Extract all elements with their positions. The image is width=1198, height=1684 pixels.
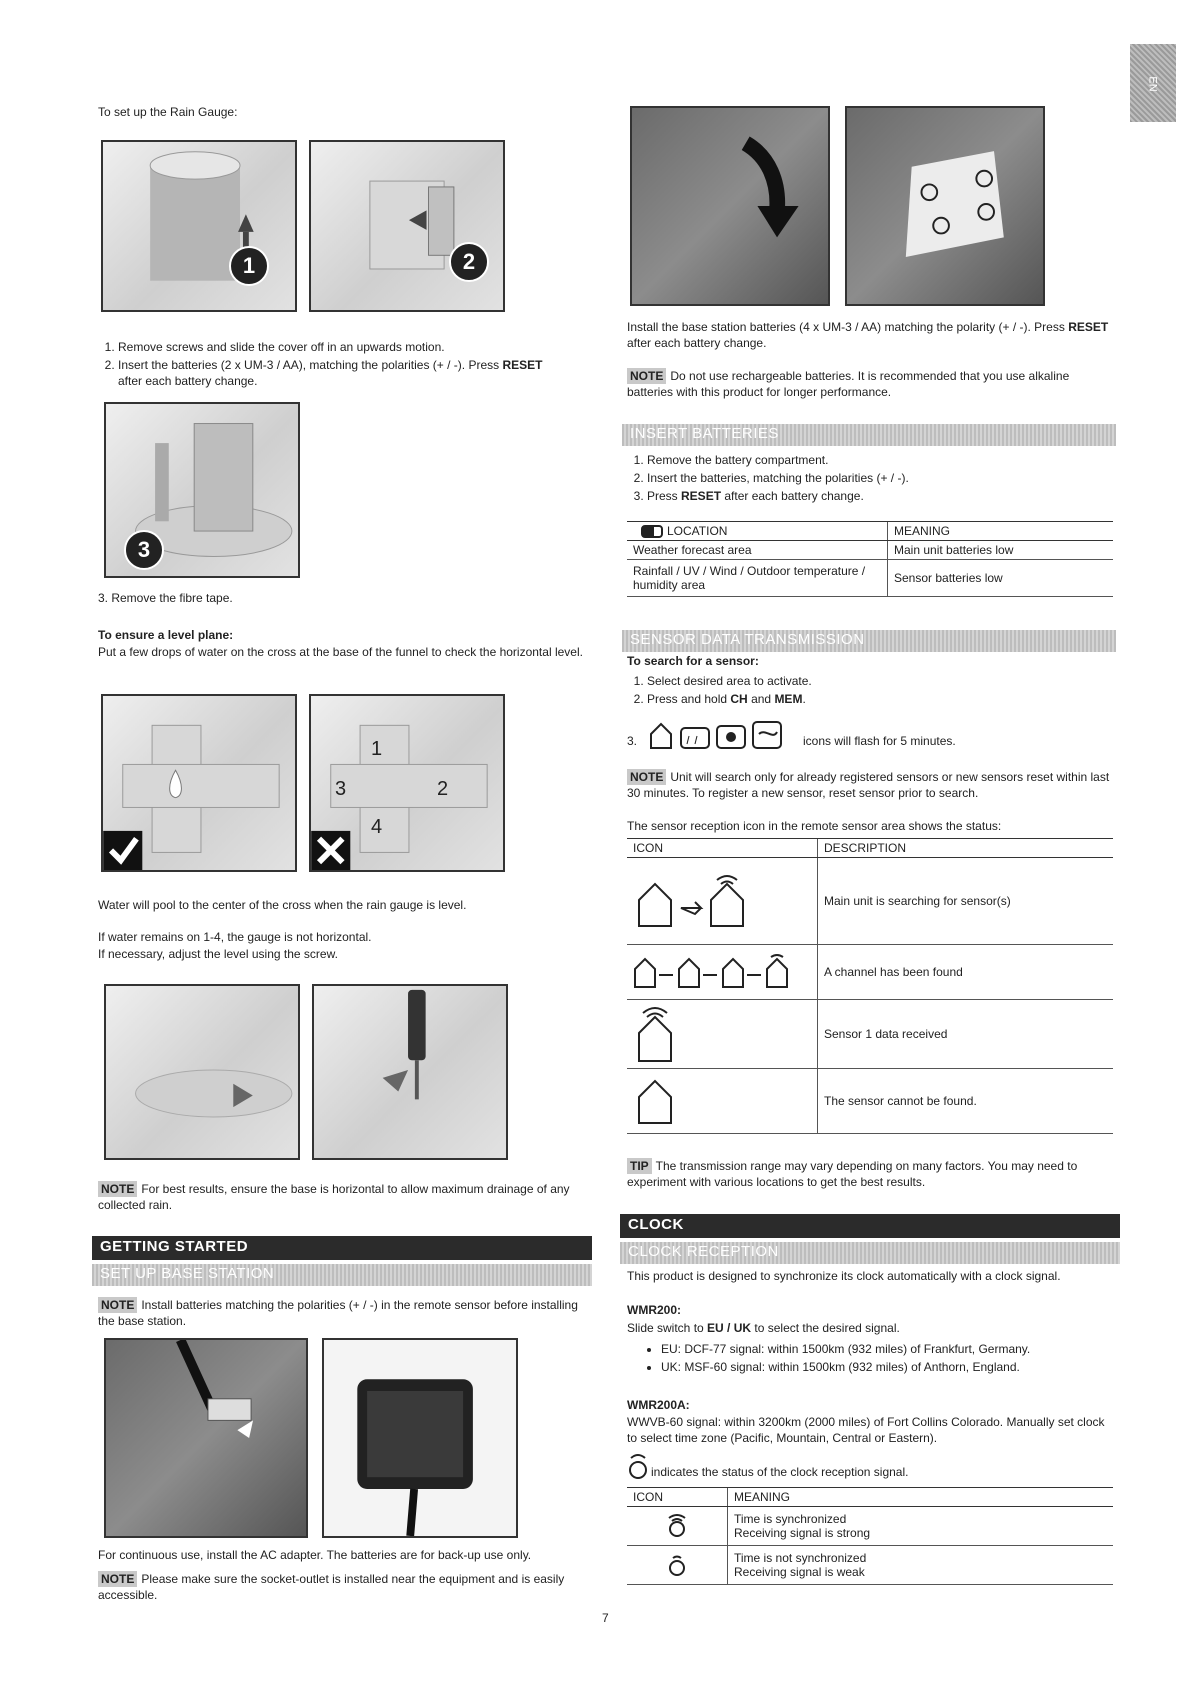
- battery-compartment-illustration: [847, 108, 1043, 304]
- strong-signal-icon: [665, 1512, 689, 1538]
- sensor-status-intro: The sensor reception icon in the remote sensor area shows the status:: [627, 819, 1002, 833]
- table-head-meaning: MEANING: [888, 522, 1114, 541]
- screw-adjust-illustration-1: [106, 986, 298, 1158]
- data-received-icon-cell: [627, 1000, 818, 1069]
- table-head-description: DESCRIPTION: [818, 839, 1114, 858]
- sensor-first-note: NOTE Install batteries matching the polarities (+ / -) in the remote sensor before installing the base station.: [98, 1298, 578, 1328]
- note-label: NOTE: [627, 769, 666, 785]
- weak-signal-icon-cell: [627, 1546, 728, 1585]
- table-head-icon: ICON: [627, 839, 818, 858]
- ac-adapter-illustration: [324, 1340, 516, 1536]
- clock-reception-header: CLOCK RECEPTION: [620, 1242, 1120, 1264]
- sun-icon: [717, 726, 745, 748]
- description-cell: Sensor 1 data received: [818, 1000, 1114, 1069]
- table-row: [627, 1069, 1113, 1134]
- clock-signal-indicator: indicates the status of the clock reception signal.: [627, 1452, 1113, 1482]
- cover-remove-illustration: [632, 108, 828, 304]
- table-row: [627, 560, 1113, 597]
- insert-step-2: 2. Insert the batteries, matching the polarities (+ / -).: [647, 470, 1113, 486]
- description-cell: A channel has been found: [818, 945, 1114, 1000]
- rain-gauge-photo-1: [101, 140, 297, 312]
- level-ok-illustration: [103, 696, 295, 870]
- meaning-cell: Sensor batteries low: [888, 560, 1114, 597]
- wmr200a-heading: WMR200A:: [627, 1398, 690, 1412]
- slide-switch-text: Slide switch to EU / UK to select the desired signal.: [627, 1321, 900, 1335]
- table-row: [627, 1507, 1113, 1546]
- clock-header: CLOCK: [620, 1214, 1120, 1238]
- rain-gauge-step-2: 2. Insert the batteries (2 x UM-3 / AA), matching the polarities (+ / -). Press RESET after each battery change.: [118, 357, 588, 389]
- screw-adjust-illustration-2: [314, 986, 506, 1158]
- signal-list: [627, 1340, 1113, 1376]
- sensor-search-note: NOTE Unit will search only for already registered sensors or new sensors reset within last 30 minutes. To register a new sensor, reset sensor prior to search.: [627, 770, 1110, 800]
- ac-adapter-photo-1: [104, 1338, 308, 1538]
- meaning-cell: Main unit batteries low: [888, 541, 1114, 560]
- ac-adapter-photo-2: [322, 1338, 518, 1538]
- level-plane-text: Put a few drops of water on the cross at the base of the funnel to check the horizontal level.: [98, 645, 583, 659]
- getting-started-header: GETTING STARTED: [92, 1236, 592, 1260]
- drainage-note: NOTE For best results, ensure the base is horizontal to allow maximum drainage of any collected rain.: [98, 1182, 570, 1212]
- level-check-bad-photo: [309, 694, 505, 872]
- not-found-icon-cell: [627, 1069, 818, 1134]
- clock-signal-icon: [627, 1452, 649, 1480]
- sensor-search-heading: To search for a sensor:: [627, 654, 759, 668]
- sensor-not-found-icon: [633, 1075, 683, 1125]
- battery-indicator-table: [627, 521, 1113, 597]
- meaning-cell: Time is synchronized Receiving signal is strong: [728, 1507, 1114, 1546]
- sensor-search-steps: [627, 673, 1113, 709]
- clock-intro: This product is designed to synchronize its clock automatically with a clock signal.: [627, 1269, 1061, 1283]
- table-row: [627, 541, 1113, 560]
- step-badge-1: 1: [229, 246, 269, 286]
- insert-step-1: 1. Remove the battery compartment.: [647, 452, 1113, 468]
- transmission-tip: TIP The transmission range may vary depending on many factors. You may need to experiment with various locations to get the best results.: [627, 1159, 1078, 1189]
- level-check-ok-photo: [101, 694, 297, 872]
- rain-gauge-heading: To set up the Rain Gauge:: [98, 105, 238, 119]
- table-row: [627, 858, 1113, 945]
- battery-insert-illustration: [311, 142, 503, 310]
- table-head-meaning: MEANING: [728, 1488, 1114, 1507]
- uk-signal-item: • UK: MSF-60 signal: within 1500km (932 miles) of Anthorn, England.: [661, 1358, 1113, 1376]
- wwvb-text: WWVB-60 signal: within 3200km (2000 miles) of Fort Collins Colorado. Manually set clock to select time zone (Pacific, Mountain, Central or Eastern).: [627, 1415, 1105, 1445]
- location-cell: Rainfall / UV / Wind / Outdoor temperature / humidity area: [627, 560, 888, 597]
- rain-icon: [681, 728, 709, 748]
- rain-gauge-cover-illustration: [103, 142, 295, 310]
- wmr200-heading: WMR200:: [627, 1303, 682, 1317]
- base-station-install-text: Install the base station batteries (4 x UM-3 / AA) matching the polarity (+ / -). Press RESET after each battery change.: [627, 320, 1109, 350]
- insert-step-3: 3. Press RESET after each battery change.: [647, 488, 1113, 504]
- base-station-cover-photo: [630, 106, 830, 306]
- rechargeable-note: NOTE Do not use rechargeable batteries. It is recommended that you use alkaline batteries with this product for longer performance.: [627, 369, 1070, 399]
- step-badge-2: 2: [449, 242, 489, 282]
- channel-found-icon: [633, 953, 809, 989]
- note-label: NOTE: [98, 1571, 137, 1587]
- location-cell: Weather forecast area: [627, 541, 888, 560]
- rain-gauge-step-3: 3. Remove the fibre tape.: [98, 591, 233, 605]
- note-label: NOTE: [627, 368, 666, 384]
- sensor-received-icon: [633, 1003, 683, 1063]
- page-number: 7: [602, 1611, 609, 1625]
- level-plane-heading: To ensure a level plane:: [98, 628, 234, 642]
- base-station-battery-photo: [845, 106, 1045, 306]
- table-row: [627, 1000, 1113, 1069]
- level-screw-photo-2: [312, 984, 508, 1160]
- strong-signal-icon-cell: [627, 1507, 728, 1546]
- channel-found-icon-cell: [627, 945, 818, 1000]
- sensor-area-icons: [647, 720, 797, 750]
- sensor-transmission-header: SENSOR DATA TRANSMISSION: [622, 630, 1116, 652]
- weak-signal-icon: [665, 1551, 689, 1577]
- cross-number-2: 2: [437, 778, 449, 800]
- description-cell: The sensor cannot be found.: [818, 1069, 1114, 1134]
- table-head-location: LOCATION: [627, 522, 888, 541]
- note-label: NOTE: [98, 1297, 137, 1313]
- rain-gauge-photo-2: [309, 140, 505, 312]
- not-horizontal-text: If water remains on 1-4, the gauge is not horizontal.: [98, 930, 372, 944]
- language-tab: EN: [1130, 44, 1176, 122]
- cross-number-4: 4: [371, 816, 383, 838]
- sensor-searching-icon: [633, 870, 763, 930]
- insert-batteries-header: INSERT BATTERIES: [622, 424, 1116, 446]
- step-badge-3: 3: [124, 530, 164, 570]
- rain-gauge-photo-3: [104, 402, 300, 578]
- tip-label: TIP: [627, 1158, 652, 1174]
- house-icon: [651, 724, 671, 748]
- eu-signal-item: • EU: DCF-77 signal: within 1500km (932 miles) of Frankfurt, Germany.: [661, 1340, 1113, 1358]
- clock-signal-table: [627, 1487, 1113, 1585]
- wind-icon: [753, 722, 781, 748]
- level-screw-photo-1: [104, 984, 300, 1160]
- setup-base-station-header: SET UP BASE STATION: [92, 1264, 592, 1286]
- sensor-step-2: 2. Press and hold CH and MEM.: [647, 691, 1113, 707]
- sensor-step-1: 1. Select desired area to activate.: [647, 673, 1113, 689]
- searching-icon-cell: [627, 858, 818, 945]
- adjust-level-text: If necessary, adjust the level using the screw.: [98, 947, 338, 961]
- rain-gauge-steps: [98, 339, 588, 391]
- cross-number-1: 1: [371, 738, 383, 760]
- rain-gauge-step-1: 1. Remove screws and slide the cover off in an upwards motion.: [118, 339, 588, 355]
- adapter-plug-illustration: [106, 1340, 306, 1536]
- table-head-icon: ICON: [627, 1488, 728, 1507]
- table-row: [627, 1546, 1113, 1585]
- ac-adapter-text: For continuous use, install the AC adapter. The batteries are for back-up use only.: [98, 1548, 532, 1562]
- cross-number-3: 3: [335, 778, 347, 800]
- socket-outlet-note: NOTE Please make sure the socket-outlet is installed near the equipment and is easily accessible.: [98, 1572, 565, 1602]
- insert-batteries-steps: [627, 452, 1113, 506]
- battery-low-icon: [641, 525, 663, 538]
- meaning-cell: Time is not synchronized Receiving signal is weak: [728, 1546, 1114, 1585]
- sensor-status-table: [627, 838, 1113, 1134]
- table-row: [627, 945, 1113, 1000]
- note-label: NOTE: [98, 1181, 137, 1197]
- sensor-step-3: 3. icons will flash for 5 minutes.: [627, 720, 1113, 750]
- description-cell: Main unit is searching for sensor(s): [818, 858, 1114, 945]
- water-pool-text: Water will pool to the center of the cross when the rain gauge is level.: [98, 898, 467, 912]
